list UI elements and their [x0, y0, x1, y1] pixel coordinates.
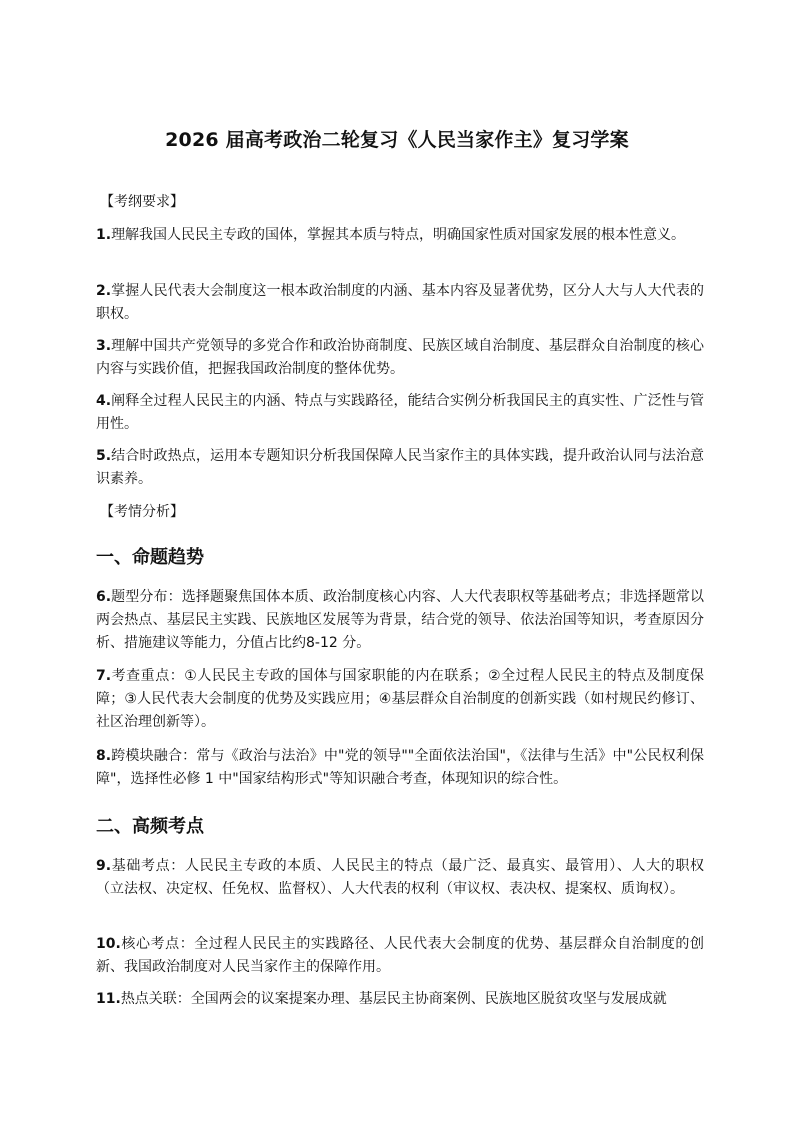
point-item-10: [96, 933, 704, 979]
item-text: 考查重点：①人民民主专政的国体与国家职能的内在联系；②全过程人民民主的特点及制度保障；③人民代表大会制度的优势及实践应用；④基层群众自治制度的创新实践（如村规民约修订、社区治理创新等）。: [96, 668, 704, 730]
trend-item-8: [96, 745, 704, 791]
item-number: 3.: [96, 338, 112, 354]
item-number: 1.: [96, 227, 112, 243]
point-item-9: [96, 855, 704, 901]
item-number: 5.: [96, 448, 112, 464]
item-number: 9.: [96, 858, 112, 874]
item-text: 理解我国人民民主专政的国体，掌握其本质与特点，明确国家性质对国家发展的根本性意义。: [111, 227, 686, 243]
item-text: 结合时政热点，运用本专题知识分析我国保障人民当家作主的具体实践，提升政治认同与法治意识素养。: [96, 448, 704, 487]
syllabus-item-3: [96, 335, 704, 381]
syllabus-item-5: [96, 445, 704, 491]
item-text: 理解中国共产党领导的多党合作和政治协商制度、民族区域自治制度、基层群众自治制度的核心内容与实践价值，把握我国政治制度的整体优势。: [96, 338, 704, 377]
item-text: 基础考点：人民民主专政的本质、人民民主的特点（最广泛、最真实、最管用）、人大的职权（立法权、决定权、任免权、监督权）、人大代表的权利（审议权、表决权、提案权、质询权）。: [96, 858, 704, 897]
item-text: 阐释全过程人民民主的内涵、特点与实践路径，能结合实例分析我国民主的真实性、广泛性与管用性。: [96, 393, 704, 432]
item-number: 8.: [96, 748, 112, 764]
syllabus-item-1: [96, 224, 704, 247]
item-number: 2.: [96, 283, 112, 299]
document-title: 2026 届高考政治二轮复习《人民当家作主》复习学案: [165, 129, 629, 151]
syllabus-label: 【考纲要求】: [100, 194, 184, 210]
item-number: 7.: [96, 668, 112, 684]
item-text: 核心考点：全过程人民民主的实践路径、人民代表大会制度的优势、基层群众自治制度的创新、我国政治制度对人民当家作主的保障作用。: [96, 936, 704, 975]
heading-key-points: 二、高频考点: [96, 816, 204, 837]
analysis-label: 【考情分析】: [100, 504, 184, 520]
syllabus-item-4: [96, 390, 704, 436]
syllabus-item-2: [96, 280, 704, 326]
item-number: 10.: [96, 936, 121, 952]
trend-item-7: [96, 665, 704, 734]
heading-trend: 一、命题趋势: [96, 547, 204, 568]
item-number: 11.: [96, 991, 121, 1007]
trend-item-6: [96, 586, 704, 655]
item-number: 6.: [96, 589, 112, 605]
item-text: 跨模块融合：常与《政治与法治》中"党的领导""全面依法治国"，《法律与生活》中"公民权利保障"，选择性必修 1 中"国家结构形式"等知识融合考查，体现知识的综合性。: [96, 748, 704, 787]
item-text: 掌握人民代表大会制度这一根本政治制度的内涵、基本内容及显著优势，区分人大与人大代表的职权。: [96, 283, 704, 322]
item-text: 热点关联：全国两会的议案提案办理、基层民主协商案例、民族地区脱贫攻坚与发展成就: [120, 991, 667, 1007]
point-item-11: [96, 988, 704, 1011]
item-number: 4.: [96, 393, 112, 409]
item-text: 题型分布：选择题聚焦国体本质、政治制度核心内容、人大代表职权等基础考点；非选择题常以两会热点、基层民主实践、民族地区发展等为背景，结合党的领导、依法治国等知识，考查原因分析、措施建议等能力，分值占比约8-12 分。: [96, 589, 704, 651]
